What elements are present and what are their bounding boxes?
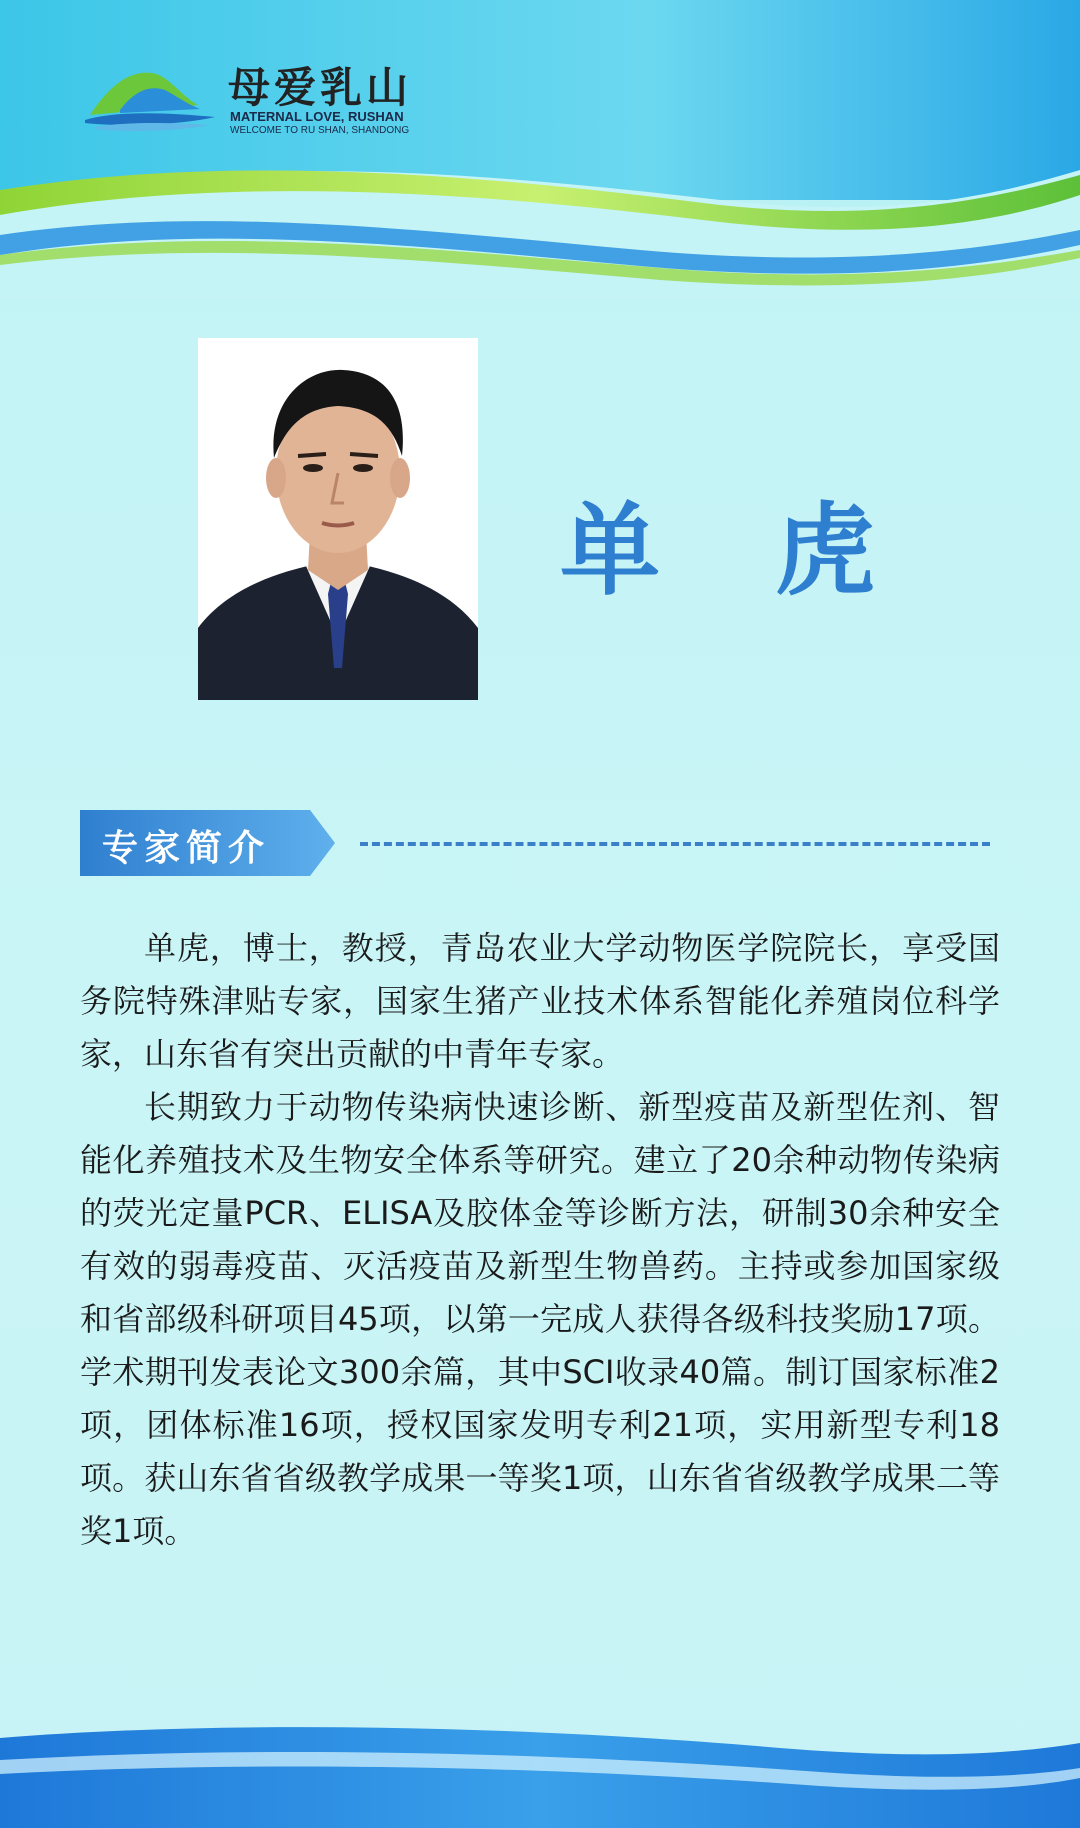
bio-paragraph: 长期致力于动物传染病快速诊断、新型疫苗及新型佐剂、智能化养殖技术及生物安全体系等研究。建立了20余种动物传染病的荧光定量PCR、ELISA及胶体金等诊断方法，研制30余种安全有效的弱毒疫苗、灭活疫苗及新型生物兽药。主持或参加国家级和省部级科研项目45项，以第一完成人获得各级科技奖励17项。学术期刊发表论文300余篇，其中SCI收录40篇。制订国家标准2项，团体标准16项，授权国家发明专利21项，实用新型专利18项。获山东省省级教学成果一等奖1项，山东省省级教学成果二等奖1项。 (80, 1088, 1000, 1550)
logo-title: 母爱乳山 (228, 63, 413, 112)
brand-logo (80, 55, 420, 145)
footer-wave-band (0, 1698, 1080, 1828)
biography-text (80, 922, 1000, 1558)
bio-paragraph: 单虎，博士，教授，青岛农业大学动物医学院院长，享受国务院特殊津贴专家，国家生猪产业技术体系智能化养殖岗位科学家，山东省有突出贡献的中青年专家。 (80, 929, 1000, 1073)
section-tag (80, 810, 335, 876)
logo-subtitle: MATERNAL LOVE, RUSHAN (230, 109, 404, 124)
portrait-photo (198, 338, 478, 700)
section-dashed-divider (360, 842, 990, 846)
portrait-icon (198, 338, 478, 700)
mountain-wave-icon (80, 65, 220, 135)
section-title: 专家简介 (102, 827, 271, 869)
header-wave-band (0, 0, 1080, 300)
logo-tagline: WELCOME TO RU SHAN, SHANDONG (230, 125, 410, 136)
expert-name: 单 虎 (560, 491, 915, 609)
